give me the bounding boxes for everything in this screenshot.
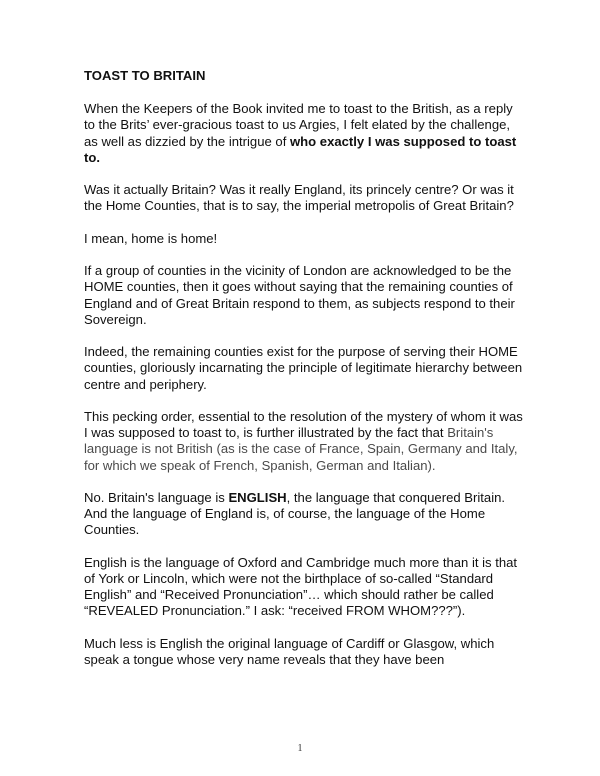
paragraph-7 [84,490,524,539]
paragraph-3: I mean, home is home! [84,230,218,246]
paragraph-1-text: When the Keepers of the Book invited me to toast to the British, as a reply to the Brits’ ever-gracious toast to us Argies, I felt elated by the challenge, as well as dizzied by the intrigue of [84,101,513,149]
document-body [84,68,524,684]
paragraph-8: English is the language of Oxford and Cambridge much more than it is that of York or Lincoln, which were not the birthplace of so-called “Standard English” and “Received Pronunciation”… which should rather be called “REVEALED Pronunciation.” I ask: “received FROM WHOM???”). [84,554,518,619]
page-number: 1 [297,743,303,754]
paragraph-6-gray: Britain's language is not British (as is the case of France, Spain, Germany and Italy, for which we speak of French, Spanish, German and Italian). [84,425,518,473]
paragraph-6 [84,409,524,474]
paragraph-5: Indeed, the remaining counties exist for the purpose of serving their HOME counties, gloriously incarnating the principle of legitimate hierarchy between centre and periphery. [84,344,523,392]
paragraph-7-before: No. Britain's language is [84,489,229,505]
paragraph-7-bold: ENGLISH [228,489,287,505]
document-title: TOAST TO BRITAIN [84,68,206,83]
paragraph-2: Was it actually Britain? Was it really England, its princely centre? Or was it the Home Counties, that is to say, the imperial metropolis of Great Britain? [84,182,514,214]
paragraph-1 [84,101,524,166]
paragraph-6-text: This pecking order, essential to the resolution of the mystery of whom it was I was supposed to toast to, is further illustrated by the fact that [84,408,523,441]
paragraph-7-after: , the language that conquered Britain. And the language of England is, of course, the language of the Home Counties. [84,489,506,538]
paragraph-9: Much less is English the original language of Cardiff or Glasgow, which speak a tongue whose very name reveals that they have been [84,635,495,667]
paragraph-4: If a group of counties in the vicinity of London are acknowledged to be the HOME counties, then it goes without saying that the remaining counties of England and of Great Britain respond to them, as subjects respond to their Sovereign. [84,263,515,327]
paragraph-1-bold: who exactly I was supposed to toast to. [84,133,517,165]
